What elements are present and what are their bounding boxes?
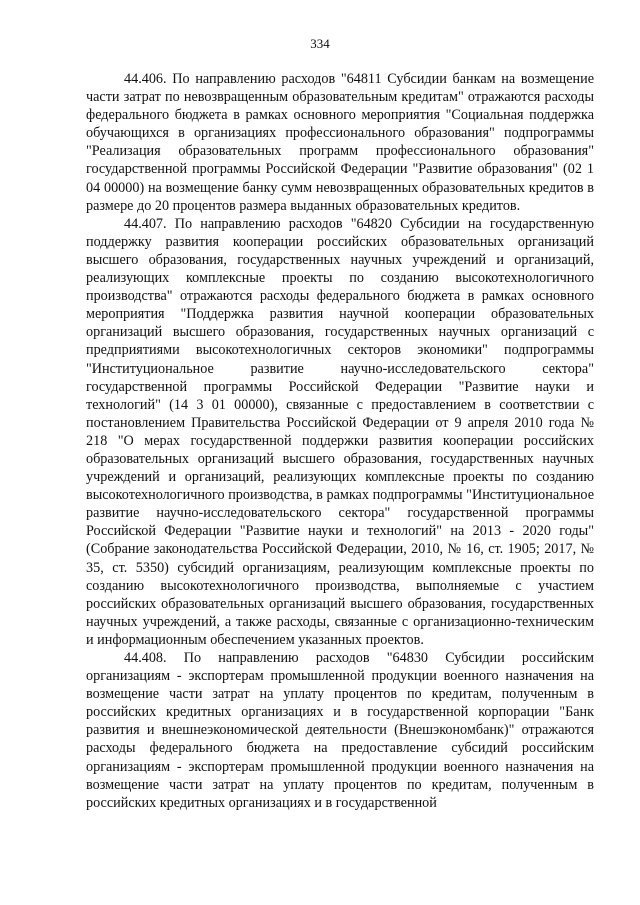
document-body <box>86 70 594 812</box>
paragraph-44-406: 44.406. По направлению расходов "64811 Субсидии банкам на возмещение части затрат по невозвращенным образовательным кредитам" отражаются расходы федерального бюджета в рамках основного мероприятия "Социальная поддержка обучающихся в организациях профессионального образования" подпрограммы "Реализация образовательных программ профессионального образования" государственной программы Российской Федерации "Развитие образования" (02 1 04 00000) на возмещение банку сумм невозвращенных образовательных кредитов в размере до 20 процентов размера выданных образовательных кредитов. <box>86 71 594 214</box>
page-number: 334 <box>310 36 330 51</box>
paragraph-44-407: 44.407. По направлению расходов "64820 Субсидии на государственную поддержку развития кооперации российских образовательных организаций высшего образования, государственных научных учреждений и организаций, реализующих комплексные проекты по созданию высокотехнологичного производства" отражаются расходы федерального бюджета в рамках основного мероприятия "Поддержка развития научной кооперации образовательных организаций высшего образования, государственных научных организаций с предприятиями высокотехнологичных секторов экономики" подпрограммы "Институциональное развитие научно-исследовательского сектора" государственной программы Российской Федерации "Развитие науки и технологий" (14 3 01 00000), связанные с предоставлением в соответствии с постановлением Правительства Российской Федерации от 9 апреля 2010 года № 218 "О мерах государственной поддержки развития кооперации российских образовательных организаций высшего образования, государственных научных учреждений и организаций, реализующих комплексные проекты по созданию высокотехнологичного производства, в рамках подпрограммы "Институциональное развитие научно-исследовательского сектора" государственной программы Российской Федерации "Развитие науки и технологий" на 2013 - 2020 годы" (Собрание законодательства Российской Федерации, 2010, № 16, ст. 1905; 2017, № 35, ст. 5350) субсидий организациям, реализующим комплексные проекты по созданию высокотехнологичного производства, выполняемые с участием российских образовательных организаций высшего образования, государственных научных учреждений, а также расходы, связанные с организационно-техническим и информационным обеспечением указанных проектов. <box>86 215 594 648</box>
paragraph-44-408: 44.408. По направлению расходов "64830 Субсидии российским организациям - экспортерам промышленной продукции военного назначения на возмещение части затрат на уплату процентов по кредитам, полученным в российских кредитных организациях и в государственной корпорации "Банк развития и внешнеэкономической деятельности (Внешэкономбанк)" отражаются расходы федерального бюджета на предоставление субсидий российским организациям - экспортерам промышленной продукции военного назначения на возмещение части затрат на уплату процентов по кредитам, полученным в российских кредитных организациях и в государственной <box>86 650 594 811</box>
